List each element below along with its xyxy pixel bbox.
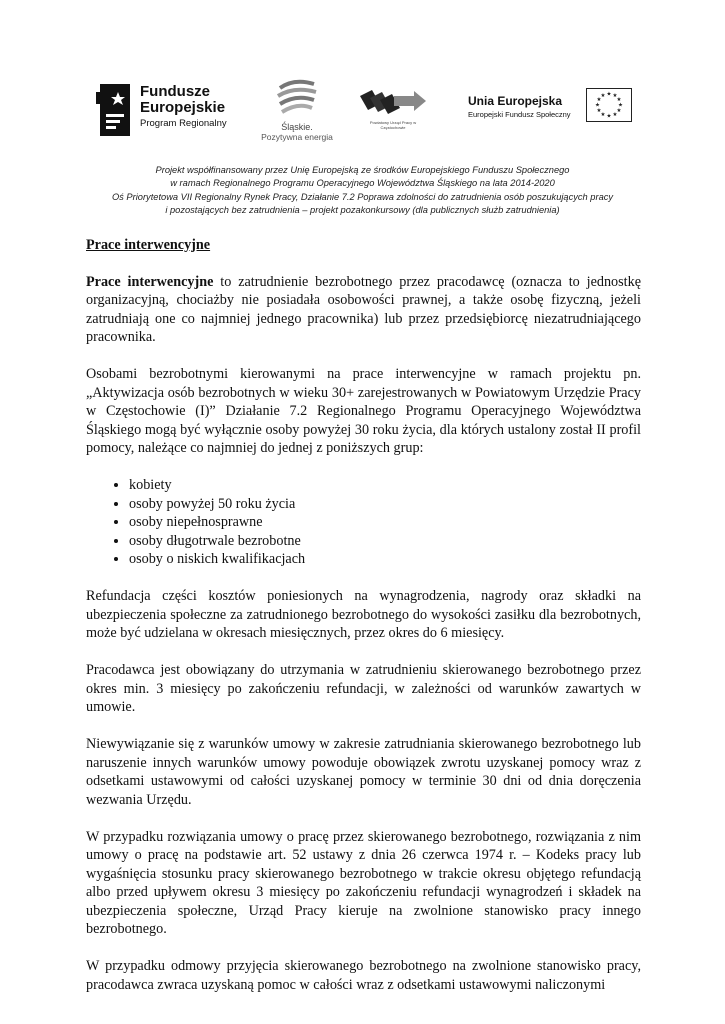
pup-emblem-icon — [358, 86, 428, 120]
project-funding-note — [80, 164, 645, 218]
svg-text:★: ★ — [600, 112, 606, 118]
slaskie-slogan: Pozytywna energia — [261, 132, 333, 142]
list-item: • osoby powyżej 50 roku życia — [129, 495, 641, 514]
svg-text:★: ★ — [606, 113, 612, 120]
svg-text:★: ★ — [596, 97, 602, 103]
refusal-paragraph: W przypadku odmowy przyjęcia skierowanego bezrobotnego na zwolnione stanowisko pracy, pracodawca zwraca uzyskaną pomoc w całości wraz z odsetkami ustawowymi naliczonymi — [86, 958, 641, 993]
svg-text:★: ★ — [616, 108, 622, 114]
svg-text:★: ★ — [612, 112, 618, 118]
fundusze-europejskie-logo — [96, 82, 246, 138]
document-body — [86, 236, 641, 1013]
svg-text:★: ★ — [618, 102, 623, 109]
svg-text:★: ★ — [616, 97, 622, 103]
eligible-groups-list — [86, 476, 641, 569]
breach-paragraph: Niewywiązanie się z warunków umowy w zakresie zatrudniania skierowanego bezrobotnego lub naruszenie innych warunków umowy powoduje obowiązek zwrotu uzyskanej pomocy wraz z odsetkami ustawowymi od całości uzyskanej pomocy w terminie 30 dni od dnia doręczenia wezwania Urzędu. — [86, 736, 641, 808]
svg-text:★: ★ — [600, 93, 606, 99]
funding-note-line: Oś Priorytetowa VII Regionalny Rynek Pracy, Działanie 7.2 Poprawa zdolności do zatrudnienia osób poszukujących pracy — [111, 191, 614, 202]
definition-text: to zatrudnienie bezrobotnego przez pracodawcę (oznacza to jednostkę organizacyjną, chociażby nie posiadała osobowości prawnej, a także osobę fizyczną, jeżeli zatrudniają one co najmniej jednego pracownika) lub przez przedsiębiorcę niezatrudniającego pracownika. — [86, 273, 641, 345]
eligibility-paragraph: Osobami bezrobotnymi kierowanymi na prace interwencyjne w ramach projektu pn. „Aktywizacja osób bezrobotnych w wieku 30+ zarejestrowanych w Powiatowym Urzędzie Pracy w Częstochowie (I)” Działanie 7.2 Regionalnego Programu Operacyjnego Województwa Śląskiego mogą być wyłącznie osoby powyżej 30 roku życia, dla których ustalony został II profil pomocy, należące co najmniej do jednej z poniższych grup: — [86, 366, 641, 456]
document-title: Prace interwencyjne — [86, 237, 211, 253]
eu-flag-icon — [586, 88, 632, 122]
funding-note-line: w ramach Regionalnego Programu Operacyjnego Województwa Śląskiego na lata 2014-2020 — [170, 178, 555, 189]
funding-note-line: i pozostających bez zatrudnienia – projekt pozakonkursowy (dla publicznych służb zatrudnienia) — [165, 205, 560, 216]
refund-paragraph: Refundacja części kosztów poniesionych na wynagrodzenia, nagrody oraz składki na ubezpieczenia społeczne za zatrudnionego bezrobotnego do wysokości zasiłku dla bezrobotnych, może być udzielana w okresach miesięcznych, przez okres do 6 miesięcy. — [86, 588, 641, 641]
fe-title-line1: Fundusze — [140, 83, 210, 100]
fe-emblem-icon — [96, 84, 136, 136]
funding-note-line: Projekt współfinansowany przez Unię Europejską ze środków Europejskiego Funduszu Społecznego — [155, 165, 570, 175]
fe-subtitle: Program Regionalny — [140, 118, 227, 129]
ue-subtitle: Europejski Fundusz Społeczny — [468, 110, 571, 119]
svg-text:★: ★ — [612, 93, 618, 99]
termination-paragraph: W przypadku rozwiązania umowy o pracę przez skierowanego bezrobotnego, rozwiązania z nim umowy o pracę na podstawie art. 52 ustawy z dnia 26 czerwca 1974 r. – Kodeks pracy lub wygaśnięcia stosunku pracy skierowanego bezrobotnego w trakcie okresu objętego refundacją albo przed upływem okresu 3 miesięcy po zakończeniu refundacji wynagrodzeń i składek na ubezpieczenia społeczne, Urząd Pracy kieruje na zwolnione stanowisko pracy innego bezrobotnego. — [86, 828, 641, 937]
slaskie-waves-icon — [274, 78, 320, 120]
definition-paragraph — [86, 273, 641, 347]
list-item: • osoby o niskich kwalifikacjach — [129, 550, 641, 569]
svg-text:★: ★ — [595, 102, 600, 109]
obligation-paragraph: Pracodawca jest obowiązany do utrzymania w zatrudnieniu skierowanego bezrobotnego przez okres min. 3 miesięcy po zakończeniu refundacji, w zależności od warunków zawartych w umowie. — [86, 662, 641, 715]
ue-title: Unia Europejska — [468, 94, 563, 108]
slaskie-name: Śląskie. — [281, 122, 313, 132]
logo-bar — [96, 78, 636, 148]
definition-term: Prace interwencyjne — [86, 273, 214, 290]
slaskie-logo — [252, 78, 342, 142]
list-item: • osoby niepełnosprawne — [129, 513, 641, 532]
list-item: • osoby długotrwale bezrobotne — [129, 532, 641, 551]
unia-europejska-logo — [468, 88, 636, 128]
svg-text:★: ★ — [606, 91, 612, 98]
pup-logo — [358, 86, 428, 136]
list-item: • kobiety — [129, 476, 641, 495]
pup-caption: Powiatowy Urząd Pracy w Częstochowie — [369, 120, 417, 130]
fe-title-line2: Europejskie — [140, 99, 226, 116]
svg-text:★: ★ — [596, 108, 602, 114]
